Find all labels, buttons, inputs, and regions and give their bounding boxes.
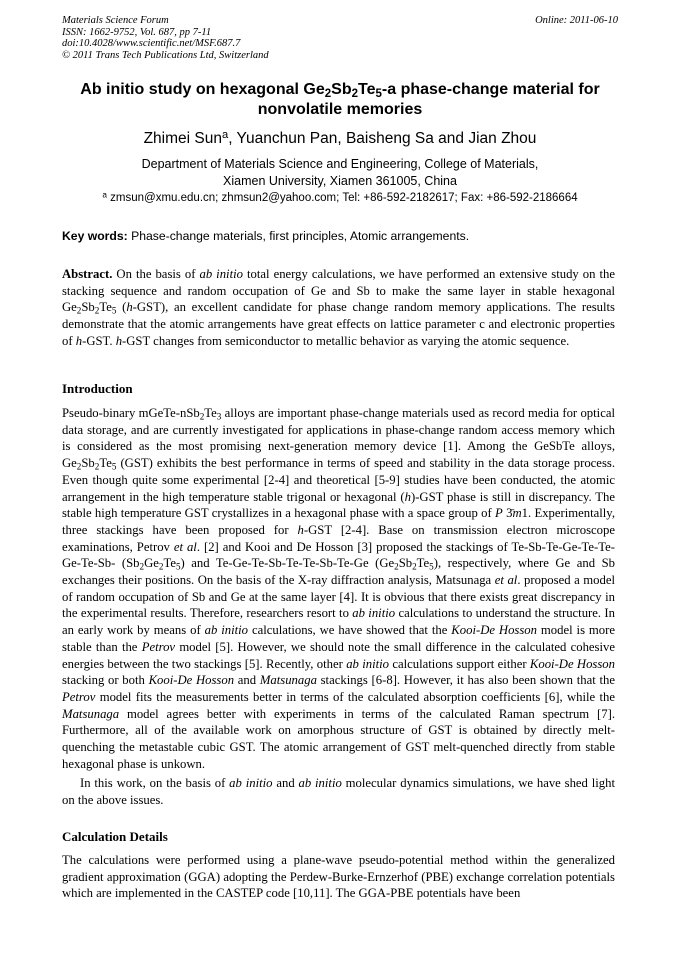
copyright: © 2011 Trans Tech Publications Ltd, Switzerland — [62, 49, 269, 61]
journal-header — [62, 15, 618, 61]
intro-paragraph-2: In this work, on the basis of ab initio and ab initio molecular dynamics simulations, we have shed light on the above issues. — [62, 776, 616, 807]
contact-info: $^a$ zmsun@xmu.edu.cn; zhmsun2@yahoo.com; Tel: +86-592-2182617; Fax: +86-592-2186664 — [102, 190, 578, 204]
authors: Zhimei Sun$^a$, Yuanchun Pan, Baisheng Sa and Jian Zhou — [143, 128, 537, 147]
section-heading-calculation-details: Calculation Details — [62, 829, 168, 844]
section-heading-introduction: Introduction — [62, 381, 133, 396]
issn: ISSN: 1662-9752, Vol. 687, pp 7-11 — [62, 26, 212, 38]
paper-title: Ab initio study on hexagonal $Ge_2Sb_2Te_5-a$ phase-change material for nonvolatile memories — [80, 81, 600, 118]
abstract: Abstract. On the basis of ab initio total energy calculations, we have performed an extensive study on the stacking sequence and random occupation of Ge and Sb to make the same layer in stable hexagonal $Ge_2Sb_2Te_5$ (h-GST), an excellent candidate for phase change random memory applications. The results demonstrate that the atomic arrangements have great effects on lattice parameter c and electronic properties of h-GST. h-GST changes from semiconductor to metallic behavior as varying the atomic sequence. — [62, 267, 615, 348]
doi: doi:10.4028/www.scientific.net/MSF.687.7 — [62, 38, 241, 50]
online-date: Online: 2011-06-10 — [535, 15, 618, 26]
calc-paragraph: The calculations were performed using a plane-wave pseudo-potential method within the generalized gradient approximation (GGA) adopting the Perdew-Burke-Ernzerhof (PBE) exchange correlation potentials which are implemented in the CASTEP code [10,11]. The GGA-PBE potentials have been — [62, 853, 615, 901]
intro-paragraph-1: Pseudo-binary mGeTe-$nSb_2Te_3$ alloys are important phase-change materials used as record media for optical data storage, and are currently investigated for applications in phase-change random access memory which is considered as the most promising next-generation memory device [1]. Among the GeSbTe alloys, $Ge_2Sb_2Te_5$ (GST) exhibits the best performance in terms of speed and stability in the data storage process. Even though quite some experimental [2-4] and theoretical [5-9] studies have been conducted, the atomic arrangement in the high temperature stable trigonal or hexagonal (h)-GST phase is still in discrepancy. The stable high temperature GST crystallizes in a hexagonal phase with a space group of P 3̄m1. Experimentally, three stackings have been proposed for h-GST [2-4]. Base on transmission electron microscope examinations, Petrov et al. [2] and Kooi and De Hosson [3] proposed the stackings of Te-Sb-Te-Ge-Te-Te-Ge-Te-Sb- $(Sb_2Ge_2Te_5)$ and Te-Ge-Te-Sb-Te-Te-Sb-Te-Ge $(Ge_2Sb_2Te_5)$, respectively, where Ge and Sb exchanges their positions. On the basis of the X-ray diffraction analysis, Matsunaga et al. proposed a model of random occupation of Sb and Ge at the same layer [4]. It is obvious that there exists great discrepancy in the experimental results. Therefore, researchers resort to ab initio calculations to understand the structure. In an early work by means of ab initio calculations, we have showed that the Kooi-De Hosson model is more stable than the Petrov model [5]. However, we should note the small difference in the calculated cohesive energies between the two stackings [5]. Recently, other ab initio calculations support either Kooi-De Hosson stacking or both Kooi-De Hosson and Matsunaga stackings [6-8]. However, it has also been shown that the Petrov model fits the measurements better in terms of the calculated absorption coefficients [6], while the Matsunaga model agrees better with experiments in terms of the calculated Raman spectrum [7]. Furthermore, all of the available work on amorphous structure of GST is obtained by directly melt-quenching the metastable cubic GST. The atomic arrangement of GST melt-quenched directly from stable hexagonal phase is unkown. — [62, 406, 616, 771]
journal-name: Materials Science Forum — [62, 15, 169, 26]
keywords: Key words: Phase-change materials, first principles, Atomic arrangements. — [62, 229, 470, 243]
affiliation: Department of Materials Science and Engineering, College of Materials, Xiamen University, Xiamen 361005, China — [141, 157, 539, 188]
